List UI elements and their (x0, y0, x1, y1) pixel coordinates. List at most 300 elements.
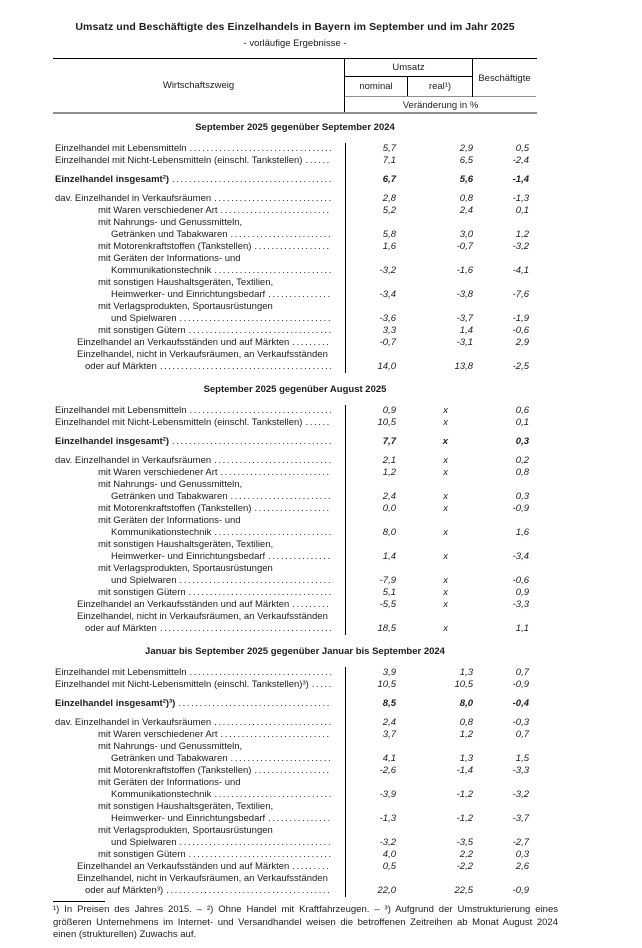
table-row (53, 801, 537, 813)
dot-leader (305, 155, 331, 167)
value-real: -3,1 (456, 337, 473, 348)
dot-leader (305, 417, 331, 429)
row-stub (53, 679, 345, 691)
value-beschaeftigte: -4,1 (512, 265, 529, 276)
dot-leader (214, 455, 331, 467)
table-row (53, 241, 537, 253)
value-nominal: 1,4 (382, 551, 396, 562)
value-nominal: 6,7 (382, 174, 396, 185)
dot-leader (160, 623, 331, 635)
table-row (53, 337, 537, 349)
row-stub (53, 527, 345, 539)
row-label: Kommunikationstechnik (111, 527, 212, 538)
table-row (53, 325, 537, 337)
value-beschaeftigte: 2,9 (515, 337, 529, 348)
value-real: x (443, 405, 448, 416)
row-label: und Spielwaren (111, 313, 177, 324)
row-label: Einzelhandel mit Nicht-Lebensmitteln (einschl. Tankstellen)³) (55, 679, 309, 690)
value-nominal: 4,0 (382, 849, 396, 860)
document-title: Umsatz und Beschäftigte des Einzelhandels in Bayern im September und im Jahr 2025 (75, 21, 515, 33)
row-label: mit sonstigen Gütern (98, 325, 186, 336)
row-label: mit Verlagsprodukten, Sportausrüstungen (98, 301, 273, 312)
row-stub (53, 563, 345, 575)
table-row (53, 667, 537, 679)
row-stub (53, 417, 345, 429)
table-row (53, 527, 537, 539)
table-row (53, 361, 537, 373)
value-nominal: 7,1 (382, 155, 396, 166)
value-real: 1,3 (459, 667, 473, 678)
value-nominal: 2,4 (382, 717, 396, 728)
table-row (53, 205, 537, 217)
row-stub (53, 277, 345, 289)
value-beschaeftigte: -3,7 (512, 813, 529, 824)
value-nominal: -7,9 (379, 575, 396, 586)
row-label: mit Waren verschiedener Art (98, 729, 218, 740)
value-beschaeftigte: 0,3 (515, 491, 529, 502)
value-nominal: -1,3 (379, 813, 396, 824)
value-beschaeftigte: -3,3 (512, 765, 529, 776)
row-stub (53, 587, 345, 599)
table-row (53, 289, 537, 301)
table-row (53, 301, 537, 313)
value-nominal: 0,5 (382, 861, 396, 872)
table-header (53, 58, 537, 114)
row-stub (53, 849, 345, 861)
value-real: 2,2 (459, 849, 473, 860)
value-real: 13,8 (454, 361, 473, 372)
value-real: -3,5 (456, 837, 473, 848)
value-real: x (443, 455, 448, 466)
table-section (53, 383, 537, 635)
table-row (53, 277, 537, 289)
table-row (53, 861, 537, 873)
dot-leader (189, 587, 331, 599)
column-header-beschaeftigte: Beschäftigte (478, 72, 531, 84)
row-spacer (53, 167, 537, 174)
row-stub (53, 515, 345, 527)
row-stub (53, 667, 345, 679)
row-spacer (53, 691, 537, 698)
row-label: mit Nahrungs- und Genussmitteln, (98, 741, 243, 752)
dot-leader (214, 717, 331, 729)
dot-leader (189, 325, 331, 337)
value-real: 22,5 (454, 885, 473, 896)
value-real: -2,2 (456, 861, 473, 872)
row-stub (53, 143, 345, 155)
table-row (53, 265, 537, 277)
section-title: September 2025 gegenüber August 2025 (203, 384, 387, 395)
value-beschaeftigte: -3,4 (512, 551, 529, 562)
value-beschaeftigte: 1,5 (515, 753, 529, 764)
row-label: mit sonstigen Haushaltsgeräten, Textilien, (98, 539, 274, 550)
table-row (53, 741, 537, 753)
value-beschaeftigte: 0,5 (515, 143, 529, 154)
table-section (53, 121, 537, 373)
value-nominal: -3,6 (379, 313, 396, 324)
row-label: Einzelhandel an Verkaufsständen und auf Märkten (77, 337, 290, 348)
value-beschaeftigte: 0,8 (515, 467, 529, 478)
value-real: -1,4 (456, 765, 473, 776)
table-row (53, 587, 537, 599)
row-stub (53, 539, 345, 551)
dot-leader (189, 849, 331, 861)
row-stub (53, 436, 345, 448)
section-rows (53, 143, 537, 373)
value-beschaeftigte: 0,9 (515, 587, 529, 598)
row-label: mit Geräten der Informations- und (98, 515, 241, 526)
value-real: x (442, 436, 448, 447)
row-stub (53, 789, 345, 801)
dot-leader (221, 205, 332, 217)
value-nominal: 5,8 (382, 229, 396, 240)
row-label: Einzelhandel an Verkaufsständen und auf Märkten (77, 861, 290, 872)
value-real: -1,2 (456, 813, 473, 824)
table-row (53, 575, 537, 587)
row-stub (53, 405, 345, 417)
value-nominal: 2,1 (382, 455, 396, 466)
row-label: Einzelhandel, nicht in Verkaufsräumen, an Verkaufsständen (77, 873, 328, 884)
table-row (53, 885, 537, 897)
document-page (53, 0, 558, 942)
table-row (53, 174, 537, 186)
value-beschaeftigte: -2,4 (512, 155, 529, 166)
dot-leader (190, 667, 332, 679)
dot-leader (292, 861, 331, 873)
dot-leader (172, 436, 331, 448)
footnote: ¹) In Preisen des Jahres 2015. – ²) Ohne Handel mit Kraftfahrzeugen. – ³) Aufgrund der Umstrukturierung eines größeren Unternehmens im Internet- und Versandhandel weisen die betroffenen Zeitreihen ab Monat August 2024 einen (strukturellen) Zuwachs auf. (53, 904, 558, 940)
value-real: 6,5 (459, 155, 473, 166)
row-label: Heimwerker- und Einrichtungsbedarf (111, 289, 266, 300)
row-label: Einzelhandel mit Lebensmitteln (55, 143, 187, 154)
row-label: mit Nahrungs- und Genussmitteln, (98, 479, 243, 490)
row-stub (53, 467, 345, 479)
value-real: x (443, 503, 448, 514)
value-real: 1,2 (459, 729, 473, 740)
dot-leader (292, 599, 331, 611)
table-row (53, 698, 537, 710)
dot-leader (214, 527, 331, 539)
row-stub (53, 825, 345, 837)
table-row (53, 563, 537, 575)
row-spacer (53, 710, 537, 717)
value-real: 0,8 (459, 193, 473, 204)
value-nominal: 5,1 (382, 587, 396, 598)
dot-leader (312, 679, 331, 691)
value-nominal: 0,9 (382, 405, 396, 416)
row-label: oder auf Märkten (85, 361, 157, 372)
row-stub (53, 361, 345, 373)
dot-leader (221, 729, 332, 741)
row-label: Einzelhandel insgesamt²)³) (55, 698, 176, 709)
row-label: mit Waren verschiedener Art (98, 205, 218, 216)
row-stub (53, 777, 345, 789)
value-beschaeftigte: 0,7 (515, 729, 529, 740)
row-stub (53, 229, 345, 241)
dot-leader (254, 241, 331, 253)
dot-leader (160, 361, 331, 373)
value-beschaeftigte: 1,1 (515, 623, 529, 634)
row-label: Einzelhandel an Verkaufsständen und auf Märkten (77, 599, 290, 610)
row-stub (53, 289, 345, 301)
value-real: 0,8 (459, 717, 473, 728)
footnote-separator (53, 901, 105, 902)
table-row (53, 491, 537, 503)
row-label: mit sonstigen Gütern (98, 587, 186, 598)
value-beschaeftigte: -7,6 (512, 289, 529, 300)
section-rows (53, 667, 537, 897)
row-label: mit Geräten der Informations- und (98, 777, 241, 788)
row-label: mit sonstigen Haushaltsgeräten, Textilien, (98, 801, 274, 812)
row-spacer (53, 186, 537, 193)
value-nominal: -3,4 (379, 289, 396, 300)
value-nominal: 5,7 (382, 143, 396, 154)
row-label: mit Verlagsprodukten, Sportausrüstungen (98, 825, 273, 836)
value-beschaeftigte: -0,3 (512, 717, 529, 728)
dot-leader (214, 193, 331, 205)
table-row (53, 813, 537, 825)
row-label: oder auf Märkten (85, 623, 157, 634)
value-nominal: 3,9 (382, 667, 396, 678)
value-real: x (443, 491, 448, 502)
row-stub (53, 729, 345, 741)
table-header-right (345, 59, 536, 112)
value-real: 3,0 (459, 229, 473, 240)
value-real: x (443, 599, 448, 610)
value-beschaeftigte: 0,2 (515, 455, 529, 466)
row-stub (53, 155, 345, 167)
value-beschaeftigte: -0,6 (512, 325, 529, 336)
dot-leader (268, 551, 331, 563)
value-beschaeftigte: -3,2 (512, 241, 529, 252)
dot-leader (180, 837, 332, 849)
value-real: x (443, 417, 448, 428)
value-nominal: 22,0 (377, 885, 396, 896)
value-beschaeftigte: -0,9 (512, 885, 529, 896)
row-label: und Spielwaren (111, 575, 177, 586)
value-real: x (443, 527, 448, 538)
row-label: Heimwerker- und Einrichtungsbedarf (111, 813, 266, 824)
table-row (53, 253, 537, 265)
row-label: mit Nahrungs- und Genussmitteln, (98, 217, 243, 228)
row-label: mit Motorenkraftstoffen (Tankstellen) (98, 503, 252, 514)
row-stub (53, 337, 345, 349)
dot-leader (190, 143, 332, 155)
dot-leader (231, 753, 331, 765)
value-beschaeftigte: 0,3 (515, 436, 529, 447)
row-label: Einzelhandel insgesamt²) (55, 174, 170, 185)
value-nominal: -5,5 (379, 599, 396, 610)
table-row (53, 837, 537, 849)
value-real: 1,4 (459, 325, 473, 336)
row-stub (53, 837, 345, 849)
value-beschaeftigte: 0,1 (515, 205, 529, 216)
table-row (53, 405, 537, 417)
row-stub (53, 503, 345, 515)
dot-leader (231, 491, 331, 503)
value-nominal: 14,0 (377, 361, 396, 372)
document-subtitle: - vorläufige Ergebnisse - (243, 38, 347, 49)
dot-leader (231, 229, 331, 241)
table-row (53, 455, 537, 467)
row-label: oder auf Märkten³) (85, 885, 164, 896)
table-row (53, 155, 537, 167)
value-real: x (443, 575, 448, 586)
value-real: x (443, 467, 448, 478)
row-stub (53, 611, 345, 623)
value-real: x (443, 587, 448, 598)
row-stub (53, 623, 345, 635)
unit-row: Veränderung in % (402, 100, 479, 111)
value-beschaeftigte: -0,9 (512, 679, 529, 690)
row-stub (53, 325, 345, 337)
row-label: mit sonstigen Gütern (98, 849, 186, 860)
table-row (53, 873, 537, 885)
table-row (53, 217, 537, 229)
row-stub (53, 301, 345, 313)
dot-leader (221, 467, 332, 479)
value-nominal: 10,5 (377, 679, 396, 690)
row-stub (53, 217, 345, 229)
table-row (53, 825, 537, 837)
row-label: mit Geräten der Informations- und (98, 253, 241, 264)
value-beschaeftigte: -1,9 (512, 313, 529, 324)
row-stub (53, 349, 345, 361)
value-real: 1,3 (459, 753, 473, 764)
value-beschaeftigte: 2,6 (515, 861, 529, 872)
value-real: -3,7 (456, 313, 473, 324)
row-stub (53, 193, 345, 205)
value-beschaeftigte: -2,5 (512, 361, 529, 372)
row-label: Einzelhandel mit Nicht-Lebensmitteln (einschl. Tankstellen) (55, 155, 303, 166)
table-row (53, 229, 537, 241)
dot-leader (214, 789, 331, 801)
value-beschaeftigte: 0,6 (515, 405, 529, 416)
row-label: dav. Einzelhandel in Verkaufsräumen (55, 455, 212, 466)
table-row (53, 611, 537, 623)
row-stub (53, 698, 345, 710)
value-beschaeftigte: -1,3 (512, 193, 529, 204)
row-stub (53, 241, 345, 253)
table-row (53, 729, 537, 741)
value-nominal: 3,3 (382, 325, 396, 336)
value-nominal: -3,9 (379, 789, 396, 800)
row-label: mit Verlagsprodukten, Sportausrüstungen (98, 563, 273, 574)
table-row (53, 417, 537, 429)
row-stub (53, 741, 345, 753)
table-row (53, 436, 537, 448)
value-nominal: 3,7 (382, 729, 396, 740)
value-nominal: 8,0 (382, 527, 396, 538)
dot-leader (180, 575, 332, 587)
row-label: Getränken und Tabakwaren (111, 229, 228, 240)
row-label: mit Waren verschiedener Art (98, 467, 218, 478)
row-label: mit sonstigen Haushaltsgeräten, Textilien, (98, 277, 274, 288)
row-label: Einzelhandel insgesamt²) (55, 436, 170, 447)
row-stub (53, 253, 345, 265)
row-label: Einzelhandel, nicht in Verkaufsräumen, an Verkaufsständen (77, 611, 328, 622)
row-label: Heimwerker- und Einrichtungsbedarf (111, 551, 266, 562)
value-nominal: 2,4 (382, 491, 396, 502)
table-row (53, 679, 537, 691)
value-beschaeftigte: -3,2 (512, 789, 529, 800)
value-real: x (443, 623, 448, 634)
value-real: 2,4 (459, 205, 473, 216)
row-label: Einzelhandel, nicht in Verkaufsräumen, an Verkaufsständen (77, 349, 328, 360)
row-label: Kommunikationstechnik (111, 265, 212, 276)
row-spacer (53, 448, 537, 455)
value-real: -1,2 (456, 789, 473, 800)
value-nominal: -2,6 (379, 765, 396, 776)
row-stub (53, 479, 345, 491)
table-body (53, 121, 537, 897)
value-beschaeftigte: -0,9 (512, 503, 529, 514)
value-nominal: -0,7 (379, 337, 396, 348)
row-label: dav. Einzelhandel in Verkaufsräumen (55, 193, 212, 204)
row-stub (53, 801, 345, 813)
row-stub (53, 575, 345, 587)
row-stub (53, 885, 345, 897)
row-stub (53, 717, 345, 729)
row-label: Getränken und Tabakwaren (111, 491, 228, 502)
value-beschaeftigte: 0,1 (515, 417, 529, 428)
table-row (53, 503, 537, 515)
row-stub (53, 551, 345, 563)
value-nominal: 7,7 (382, 436, 396, 447)
dot-leader (268, 289, 331, 301)
value-beschaeftigte: 1,6 (515, 527, 529, 538)
value-nominal: -3,2 (379, 265, 396, 276)
column-header-umsatz: Umsatz (345, 59, 472, 77)
table-row (53, 539, 537, 551)
table-row (53, 623, 537, 635)
column-header-nominal: nominal (345, 77, 408, 96)
row-stub (53, 265, 345, 277)
dot-leader (180, 313, 332, 325)
dot-leader (214, 265, 331, 277)
table-row (53, 143, 537, 155)
table-row (53, 479, 537, 491)
value-nominal: 18,5 (377, 623, 396, 634)
row-stub (53, 205, 345, 217)
value-nominal: 5,2 (382, 205, 396, 216)
row-stub (53, 599, 345, 611)
value-real: -3,8 (456, 289, 473, 300)
dot-leader (190, 405, 332, 417)
row-label: Getränken und Tabakwaren (111, 753, 228, 764)
dot-leader (172, 174, 331, 186)
table-row (53, 551, 537, 563)
value-beschaeftigte: 1,2 (515, 229, 529, 240)
value-nominal: 4,1 (382, 753, 396, 764)
column-header-wirtschaftszweig: Wirtschaftszweig (53, 59, 345, 112)
row-stub (53, 813, 345, 825)
value-beschaeftigte: -2,7 (512, 837, 529, 848)
value-beschaeftigte: -0,6 (512, 575, 529, 586)
row-stub (53, 873, 345, 885)
value-nominal: -3,2 (379, 837, 396, 848)
row-label: und Spielwaren (111, 837, 177, 848)
value-beschaeftigte: -0,4 (512, 698, 529, 709)
table-row (53, 777, 537, 789)
table-row (53, 789, 537, 801)
dot-leader (166, 885, 331, 897)
table-row (53, 599, 537, 611)
row-stub (53, 313, 345, 325)
value-real: x (443, 551, 448, 562)
table-row (53, 753, 537, 765)
row-label: mit Motorenkraftstoffen (Tankstellen) (98, 765, 252, 776)
